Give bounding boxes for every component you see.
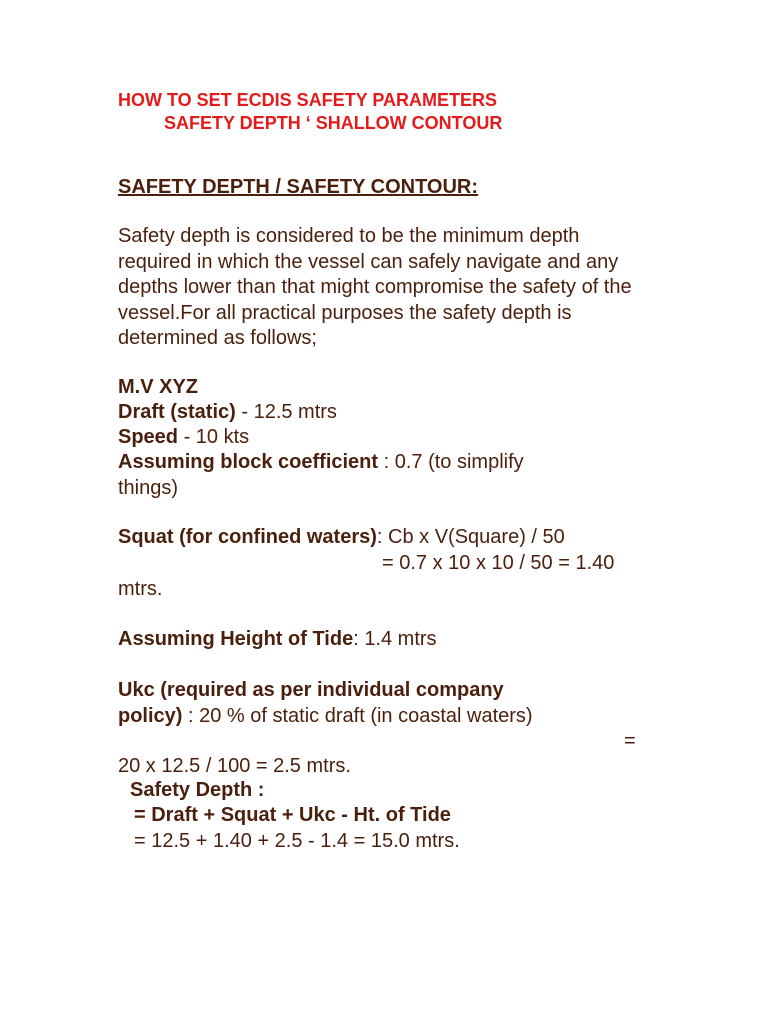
section-heading: SAFETY DEPTH / SAFETY CONTOUR: [118,176,479,198]
ukc-line-2 [118,704,533,729]
block-coefficient-label: Assuming block coefficient [118,451,379,473]
draft-value: - 12.5 mtrs [235,401,337,423]
speed-line [118,425,249,450]
squat-formula: : Cb x V(Square) / 50 [376,526,565,548]
squat-result-unit: mtrs. [118,578,163,600]
height-of-tide-label: Assuming Height of Tide [118,628,354,650]
squat-line [118,525,565,550]
ukc-equals: = [624,730,636,752]
document-title-line-2: SAFETY DEPTH ‘ SHALLOW CONTOUR [164,113,503,133]
squat-label: Squat (for confined waters) [118,526,377,548]
ukc-label-line-1: Ukc (required as per individual company [118,679,504,701]
height-of-tide-line [118,627,437,652]
speed-label: Speed [118,426,179,448]
block-coefficient-value: : 0.7 (to simplify [378,451,524,473]
block-coefficient-continuation: things) [118,477,179,499]
ukc-label-line-2: policy) [118,705,183,727]
safety-depth-result: = 12.5 + 1.40 + 2.5 - 1.4 = 15.0 mtrs. [134,830,460,852]
block-coefficient-line [118,450,524,475]
draft-line [118,400,337,425]
safety-depth-formula: = Draft + Squat + Ukc - Ht. of Tide [134,804,451,826]
safety-depth-label: Safety Depth : [130,779,265,801]
height-of-tide-value: : 1.4 mtrs [353,628,437,650]
speed-value: - 10 kts [178,426,250,448]
document-title-line-1: HOW TO SET ECDIS SAFETY PARAMETERS [118,90,498,110]
ukc-calculation: 20 x 12.5 / 100 = 2.5 mtrs. [118,755,351,777]
squat-calculation: = 0.7 x 10 x 10 / 50 = 1.40 [382,552,615,574]
vessel-name: M.V XYZ [118,376,199,398]
intro-paragraph: Safety depth is considered to be the minimum depth required in which the vessel can safely navigate and any depths lower than that might compromise the safety of the vessel.For all practical purposes the safety depth is determined as follows; [118,225,632,349]
ukc-value: : 20 % of static draft (in coastal waters) [182,705,533,727]
draft-label: Draft (static) [118,401,236,423]
